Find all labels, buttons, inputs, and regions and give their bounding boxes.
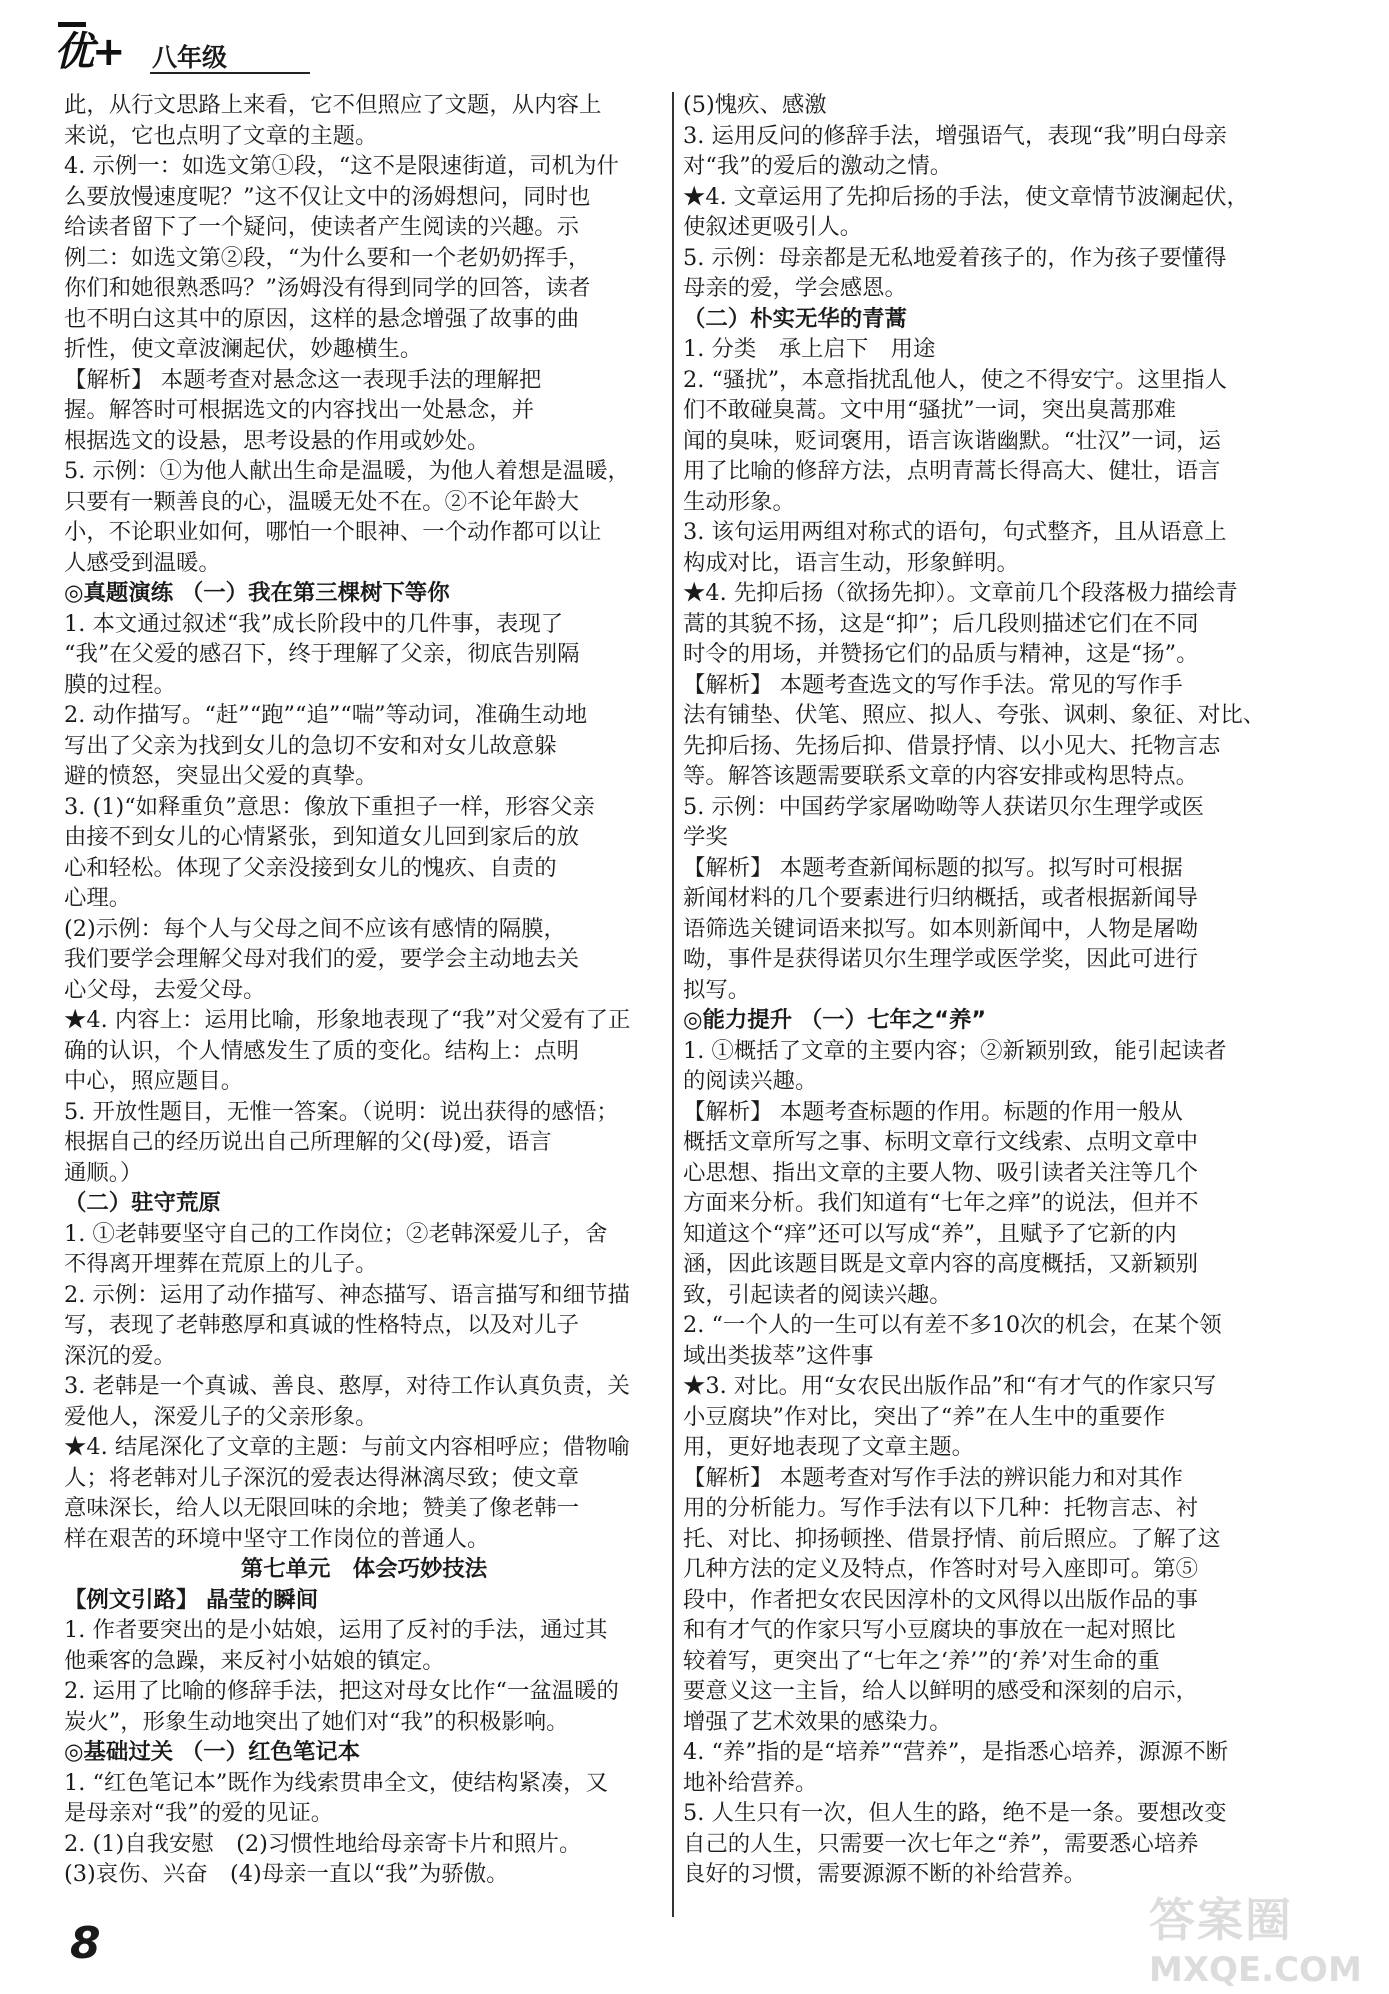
text-line: 对“我”的爱后的激动之情。 xyxy=(683,153,953,179)
text-line: 【解析】 本题考查标题的作用。标题的作用一般从 xyxy=(683,1098,1183,1125)
text-line: 2. “骚扰”，本意指扰乱他人，使之不得安宁。这里指人 xyxy=(683,366,1227,393)
text-line: 是母亲对“我”的爱的见证。 xyxy=(64,1800,334,1826)
text-line: 确的认识，个人情感发生了质的变化。结构上：点明 xyxy=(64,1037,579,1064)
text-line: 拟写。 xyxy=(683,976,751,1003)
text-line: 呦，事件是获得诺贝尔生理学或医学奖，因此可进行 xyxy=(683,946,1198,972)
watermark-text: 答案圈 xyxy=(1149,1893,1293,1947)
text-line: 心理。 xyxy=(64,885,132,911)
text-line: ◎真题演练 （一）我在第三棵树下等你 xyxy=(64,580,450,606)
text-line: 来说，它也点明了文章的主题。 xyxy=(64,122,378,149)
page-number: 8 xyxy=(70,1918,101,1969)
text-line: 4. 示例一：如选文第①段，“这不是限速街道，司机为什 xyxy=(64,153,619,179)
text-line: 闻的臭味，贬词褒用，语言诙谐幽默。“壮汉”一词，运 xyxy=(683,427,1221,454)
text-line: 语筛选关键词语来拟写。如本则新闻中，人物是屠呦 xyxy=(683,915,1198,942)
text-line: 不得离开埋葬在荒原上的儿子。 xyxy=(64,1251,378,1277)
text-line: 也不明白这其中的原因，这样的悬念增强了故事的曲 xyxy=(64,305,579,332)
text-line: ★3. 对比。用“女农民出版作品”和“有才气的作家只写 xyxy=(683,1373,1217,1399)
header-rule xyxy=(150,72,310,74)
text-line: 【解析】 本题考查对悬念这一表现手法的理解把 xyxy=(64,366,542,393)
text-line: 膜的过程。 xyxy=(64,671,176,698)
text-line: 5. 开放性题目，无惟一答案。（说明：说出获得的感悟； xyxy=(64,1098,619,1125)
left-column xyxy=(64,90,664,1890)
text-line: 小豆腐块”作对比，突出了“养”在人生中的重要作 xyxy=(683,1403,1166,1430)
text-line: ★4. 内容上：运用比喻，形象地表现了“我”对父爱有了正 xyxy=(64,1007,631,1033)
text-line: 只要有一颗善良的心，温暖无处不在。②不论年龄大 xyxy=(64,488,579,515)
text-line: 用，更好地表现了文章主题。 xyxy=(683,1434,975,1460)
text-line: 心思想、指出文章的主要人物、吸引读者关注等几个 xyxy=(683,1159,1198,1186)
brand-logo: 优+ xyxy=(54,20,124,77)
text-line: 等。解答该题需要联系文章的内容安排或构思特点。 xyxy=(683,763,1198,789)
text-line: 母亲的爱，学会感恩。 xyxy=(683,275,907,301)
text-line: 时令的用场，并赞扬它们的品质与精神，这是“扬”。 xyxy=(683,641,1199,667)
text-line: 【解析】 本题考查对写作手法的辨识能力和对其作 xyxy=(683,1464,1183,1491)
text-line: (3)哀伤、兴奋 (4)母亲一直以“我”为骄傲。 xyxy=(64,1861,509,1887)
page-header xyxy=(54,14,614,84)
text-line: 折性，使文章波澜起伏，妙趣横生。 xyxy=(64,336,423,362)
text-line: （二）驻守荒原 xyxy=(64,1190,221,1216)
text-line: 1. ①老韩要坚守自己的工作岗位；②老韩深爱儿子，舍 xyxy=(64,1220,608,1247)
text-line: 新闻材料的几个要素进行归纳概括，或者根据新闻导 xyxy=(683,885,1198,911)
text-line: 3. 运用反问的修辞手法，增强语气，表现“我”明白母亲 xyxy=(683,122,1227,149)
text-line: 2. 运用了比喻的修辞手法，把这对母女比作“一盆温暖的 xyxy=(64,1678,619,1704)
text-line: 学奖 xyxy=(683,824,728,850)
text-line: 根据选文的设悬，思考设悬的作用或妙处。 xyxy=(64,427,490,454)
text-line: 生动形象。 xyxy=(683,488,795,515)
text-line: 人；将老韩对儿子深沉的爱表达得淋漓尽致；使文章 xyxy=(64,1464,579,1491)
text-line: 人感受到温暖。 xyxy=(64,549,221,576)
text-line: 1. ①概括了文章的主要内容；②新颖别致，能引起读者 xyxy=(683,1037,1227,1064)
text-line: “我”在父爱的感召下，终于理解了父亲，彻底告别隔 xyxy=(64,641,580,667)
text-line: 【解析】 本题考查新闻标题的拟写。拟写时可根据 xyxy=(683,854,1183,881)
text-line: 2. 动作描写。“赶”“跑”“追”“喘”等动词，准确生动地 xyxy=(64,702,588,728)
text-line: 法有铺垫、伏笔、照应、拟人、夸张、讽刺、象征、对比、 xyxy=(683,702,1266,728)
text-line: 【解析】 本题考查选文的写作手法。常见的写作手 xyxy=(683,671,1183,698)
text-line: 根据自己的经历说出自己所理解的父(母)爱，语言 xyxy=(64,1129,552,1155)
text-line: ★4. 结尾深化了文章的主题：与前文内容相呼应；借物喻 xyxy=(64,1434,630,1460)
text-line: 5. 示例：①为他人献出生命是温暖，为他人着想是温暖， xyxy=(64,458,630,484)
text-line: 段中，作者把女农民因淳朴的文风得以出版作品的事 xyxy=(683,1586,1198,1613)
text-line: 先抑后扬、先扬后抑、借景抒情、以小见大、托物言志 xyxy=(683,732,1221,759)
text-line: 概括文章所写之事、标明文章行文线索、点明文章中 xyxy=(683,1129,1198,1155)
text-line: 由接不到女儿的心情紧张，到知道女儿回到家后的放 xyxy=(64,824,579,850)
text-line: ★4. 先抑后扬（欲扬先抑）。文章前几个段落极力描绘青 xyxy=(683,580,1238,606)
text-line: 你们和她很熟悉吗？”汤姆没有得到同学的回答，读者 xyxy=(64,275,591,301)
text-line: 4. “养”指的是“培养”“营养”，是指悉心培养，源源不断 xyxy=(683,1739,1228,1765)
text-line: 方面来分析。我们知道有“七年之痒”的说法，但并不 xyxy=(683,1190,1199,1216)
text-line: 良好的习惯，需要源源不断的补给营养。 xyxy=(683,1861,1087,1887)
text-line: 用了比喻的修辞方法，点明青蒿长得高大、健壮，语言 xyxy=(683,458,1221,484)
text-line: 自己的人生，只需要一次七年之“养”，需要悉心培养 xyxy=(683,1830,1199,1857)
text-line: ◎能力提升 （一）七年之“养” xyxy=(683,1007,987,1033)
text-line: 他乘客的急躁，来反衬小姑娘的镇定。 xyxy=(64,1647,445,1674)
text-line: 2. “一个人的一生可以有差不多10次的机会，在某个领 xyxy=(683,1312,1222,1338)
text-line: 写出了父亲为找到女儿的急切不安和对女儿故意躲 xyxy=(64,732,557,759)
text-line: 致，引起读者的阅读兴趣。 xyxy=(683,1281,952,1308)
text-line: 深沉的爱。 xyxy=(64,1342,176,1369)
text-line: ◎基础过关 （一）红色笔记本 xyxy=(64,1739,361,1765)
text-line: 1. 分类 承上启下 用途 xyxy=(683,336,936,362)
text-line: 3. 该句运用两组对称式的语句，句式整齐，且从语意上 xyxy=(683,519,1227,545)
text-line: 例二：如选文第②段，“为什么要和一个老奶奶挥手， xyxy=(64,244,591,271)
grade-label: 八年级 xyxy=(152,43,228,72)
text-line: 蒿的其貌不扬，这是“抑”；后几段则描述它们在不同 xyxy=(683,610,1199,637)
text-line: 几种方法的定义及特点，作答时对号入座即可。第⑤ xyxy=(683,1556,1198,1582)
text-line: 意味深长，给人以无限回味的余地；赞美了像老韩一 xyxy=(64,1495,579,1521)
text-line: 通顺。） xyxy=(64,1159,143,1186)
text-line: 1. 作者要突出的是小姑娘，运用了反衬的手法，通过其 xyxy=(64,1617,608,1643)
text-line: 和有才气的作家只写小豆腐块的事放在一起对照比 xyxy=(683,1617,1176,1643)
watermark-logo xyxy=(1149,1884,1362,1990)
text-line: 心和轻松。体现了父亲没接到女儿的愧疚、自责的 xyxy=(64,854,557,881)
text-line: 写，表现了老韩憨厚和真诚的性格特点，以及对儿子 xyxy=(64,1312,579,1338)
text-line: 5. 示例：中国药学家屠呦呦等人获诺贝尔生理学或医 xyxy=(683,793,1205,820)
text-line: 5. 示例：母亲都是无私地爱着孩子的，作为孩子要懂得 xyxy=(683,244,1227,271)
text-line: 5. 人生只有一次，但人生的路，绝不是一条。要想改变 xyxy=(683,1800,1227,1826)
text-line: 地补给营养。 xyxy=(683,1769,818,1796)
text-line: 心父母，去爱父母。 xyxy=(64,976,266,1003)
text-line: 中心，照应题目。 xyxy=(64,1068,244,1094)
text-line: 3. (1)“如释重负”意思：像放下重担子一样，形容父亲 xyxy=(64,793,595,820)
text-line: 较着写，更突出了“七年之‘养’”的‘养’对生命的重 xyxy=(683,1647,1160,1674)
text-line: 要意义这一主旨，给人以鲜明的感受和深刻的启示， xyxy=(683,1678,1198,1704)
text-line: 【例文引路】 晶莹的瞬间 xyxy=(64,1586,319,1613)
text-line: 托、对比、抑扬顿挫、借景抒情、前后照应。了解了这 xyxy=(683,1525,1221,1552)
text-line: 构成对比，语言生动，形象鲜明。 xyxy=(683,549,1019,576)
text-line: (5)愧疚、感激 xyxy=(683,92,827,118)
text-line: 使叙述更吸引人。 xyxy=(683,214,863,240)
text-line: 第七单元 体会巧妙技法 xyxy=(240,1556,488,1582)
text-line: 炭火”，形象生动地突出了她们对“我”的积极影响。 xyxy=(64,1708,569,1735)
text-line: 避的愤怒，突显出父爱的真挚。 xyxy=(64,763,378,789)
column-divider xyxy=(672,92,674,1917)
text-line: 此，从行文思路上来看，它不但照应了文题，从内容上 xyxy=(64,92,602,118)
text-line: (2)示例：每个人与父母之间不应该有感情的隔膜， xyxy=(64,915,566,942)
text-line: 3. 老韩是一个真诚、善良、憨厚，对待工作认真负责，关 xyxy=(64,1373,630,1399)
text-line: （二）朴实无华的青蒿 xyxy=(683,305,907,332)
text-line: 握。解答时可根据选文的内容找出一处悬念，并 xyxy=(64,397,535,423)
text-line: 们不敢碰臭蒿。文中用“骚扰”一词，突出臭蒿那难 xyxy=(683,397,1177,423)
text-line: 小，不论职业如何，哪怕一个眼神、一个动作都可以让 xyxy=(64,519,602,545)
text-line: 给读者留下了一个疑问，使读者产生阅读的兴趣。示 xyxy=(64,214,579,240)
text-line: ★4. 文章运用了先抑后扬的手法，使文章情节波澜起伏， xyxy=(683,183,1249,210)
text-line: 我们要学会理解父母对我们的爱，要学会主动地去关 xyxy=(64,946,579,972)
text-line: 2. (1)自我安慰 (2)习惯性地给母亲寄卡片和照片。 xyxy=(64,1830,582,1857)
text-line: 2. 示例：运用了动作描写、神态描写、语言描写和细节描 xyxy=(64,1281,630,1308)
text-line: 域出类拔萃”这件事 xyxy=(683,1342,874,1369)
watermark-url: MXQE.COM xyxy=(1149,1950,1362,1990)
text-line: 的阅读兴趣。 xyxy=(683,1068,818,1094)
text-line: 增强了艺术效果的感染力。 xyxy=(683,1708,952,1735)
text-line: 么要放慢速度呢？”这不仅让文中的汤姆想问，同时也 xyxy=(64,183,591,210)
text-line: 样在艰苦的环境中坚守工作岗位的普通人。 xyxy=(64,1525,490,1552)
right-column xyxy=(683,90,1311,1890)
text-line: 知道这个“痒”还可以写成“养”，且赋予了它新的内 xyxy=(683,1220,1177,1247)
text-line: 爱他人，深爱儿子的父亲形象。 xyxy=(64,1403,378,1430)
text-line: 涵，因此该题目既是文章内容的高度概括，又新颖别 xyxy=(683,1251,1198,1277)
text-line: 1. “红色笔记本”既作为线索贯串全文，使结构紧凑，又 xyxy=(64,1769,608,1796)
text-line: 1. 本文通过叙述“我”成长阶段中的几件事，表现了 xyxy=(64,610,564,637)
text-line: 用的分析能力。写作手法有以下几种：托物言志、衬 xyxy=(683,1495,1198,1521)
